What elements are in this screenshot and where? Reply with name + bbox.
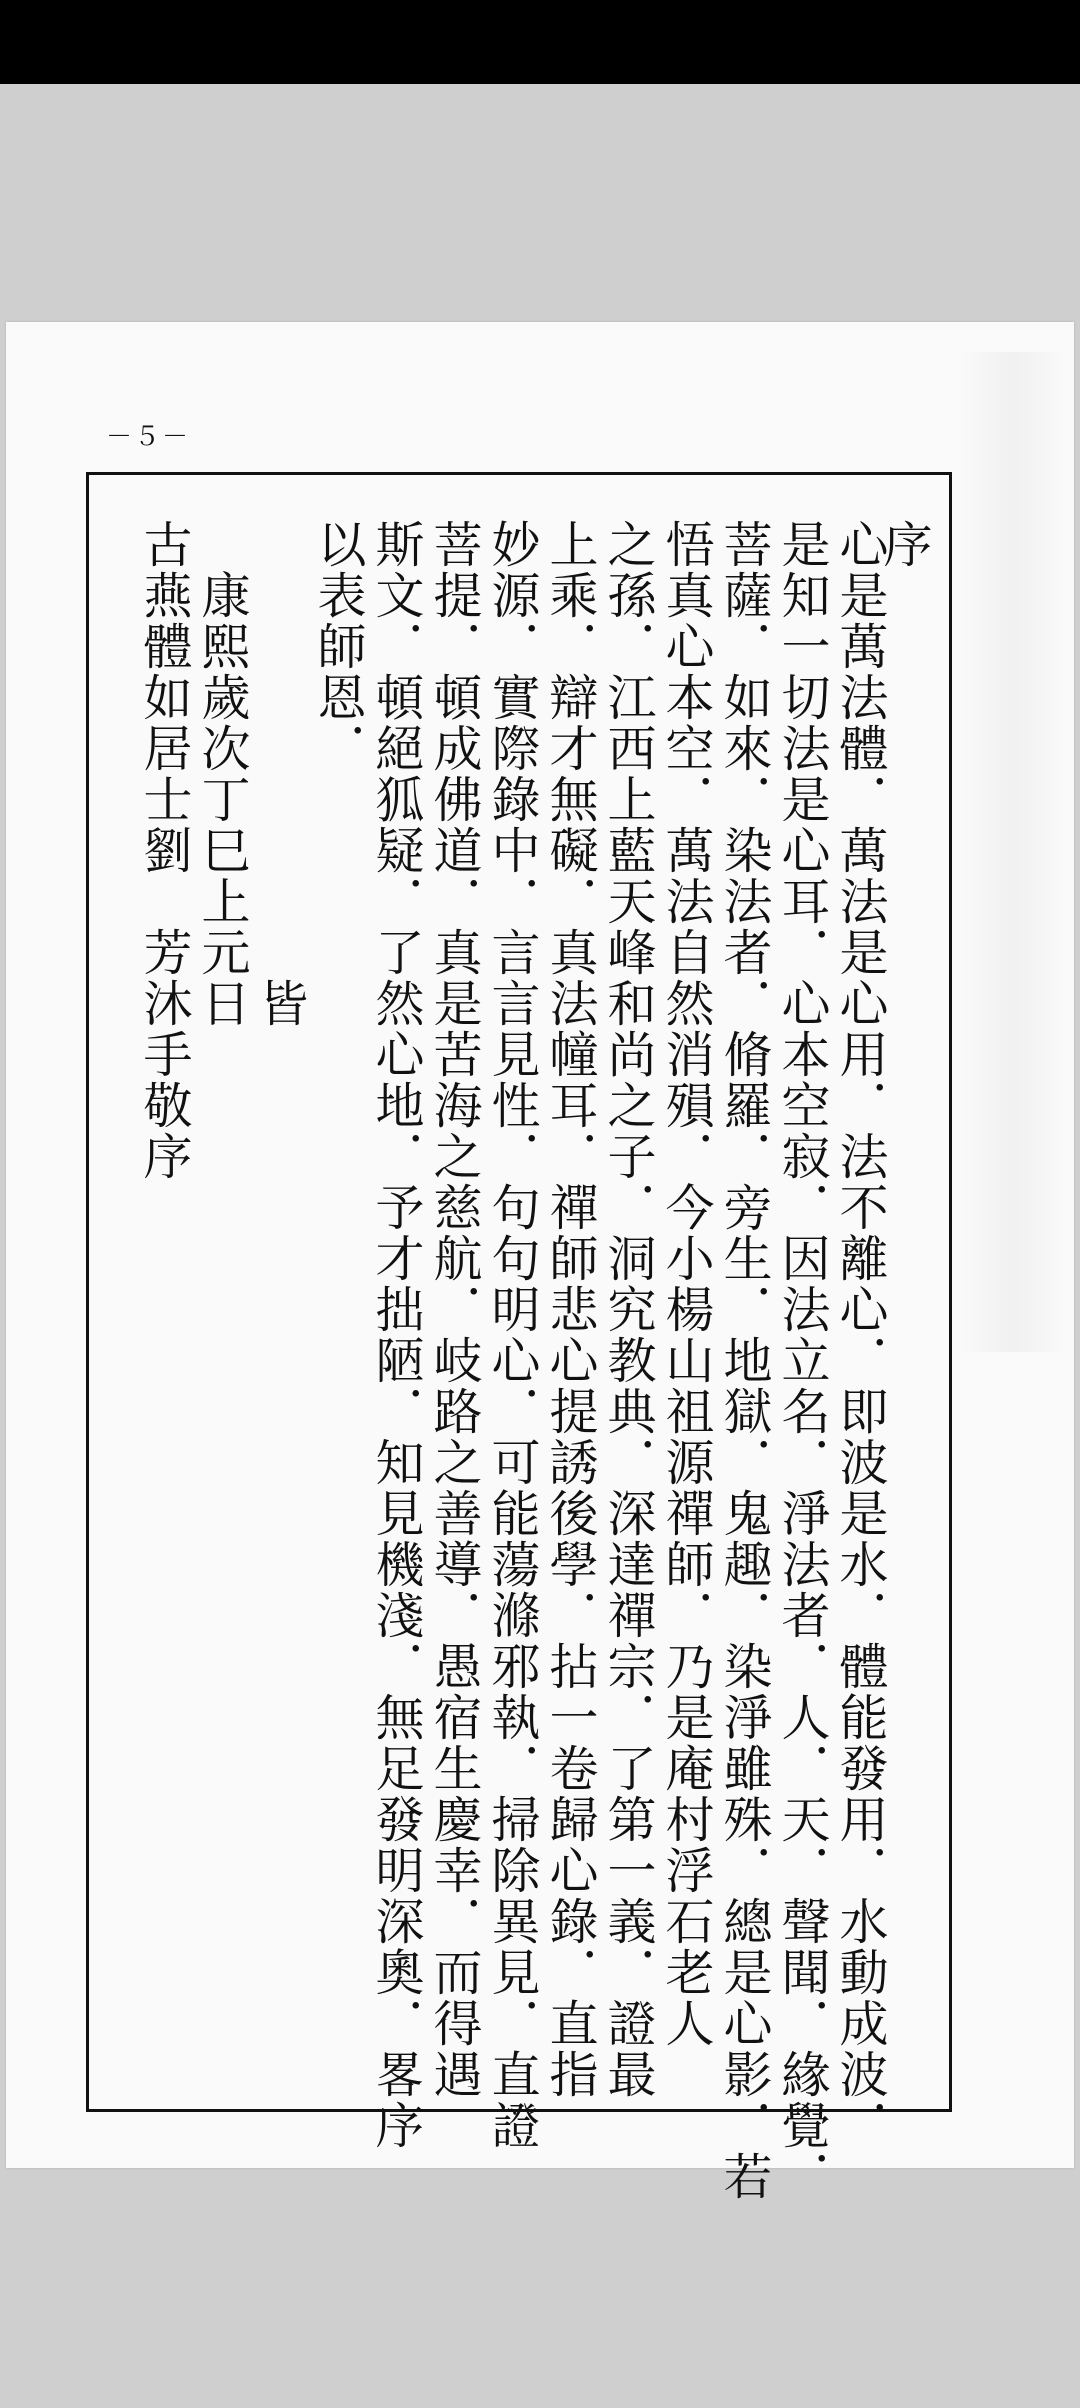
bleed-through-shadow [958,352,1068,1352]
text-frame [86,472,952,2202]
text-column-5: 之孫．江西上藍天峰和尚之子．洞究教典．深達禪宗．了第一義．證最 [600,519,657,2100]
preface-title: 序 [876,519,933,572]
text-column-7: 妙源．實際錄中．言言見性．句句明心．可能蕩滌邪執．掃除異見．直證 [484,519,541,2151]
signature-column: 古燕體如居士劉 芳沐手敬序 [136,519,193,1182]
text-column-11: 皆 [252,519,309,1029]
scanned-page [6,322,1074,2202]
text-column-9: 斯文．頓絕狐疑．了然心地．予才拙陋．知見機淺．無足發明深奧．畧序 [368,519,425,2151]
text-column-10: 以表師恩． [310,519,367,774]
text-column-8: 菩提．頓成佛道．真是苦海之慈航．岐路之善導．愚宿生慶幸．而得遇 [426,519,483,2100]
page-number: －５－ [106,422,191,452]
date-column: 康熙歲次丁巳上元日 [194,519,251,1029]
text-column-2: 是知一切法是心耳．心本空寂．因法立名．淨法者．人．天．聲聞．緣覺． [774,519,831,2202]
text-column-3: 菩薩．如來．染法者．脩羅．旁生．地獄．鬼趣．染淨雖殊．總是心影．若 [716,519,773,2202]
text-column-6: 上乘．辯才無礙．真法幢耳．禪師悲心提誘後學．拈一卷歸心錄．直指 [542,519,599,2100]
text-column-1: 心是萬法體．萬法是心用．法不離心．即波是水．體能發用．水動成波． [832,519,889,2151]
top-bar [0,0,1080,84]
text-column-4: 悟真心本空．萬法自然消殞．今小楊山祖源禪師．乃是庵村浮石老人 [658,519,715,2049]
